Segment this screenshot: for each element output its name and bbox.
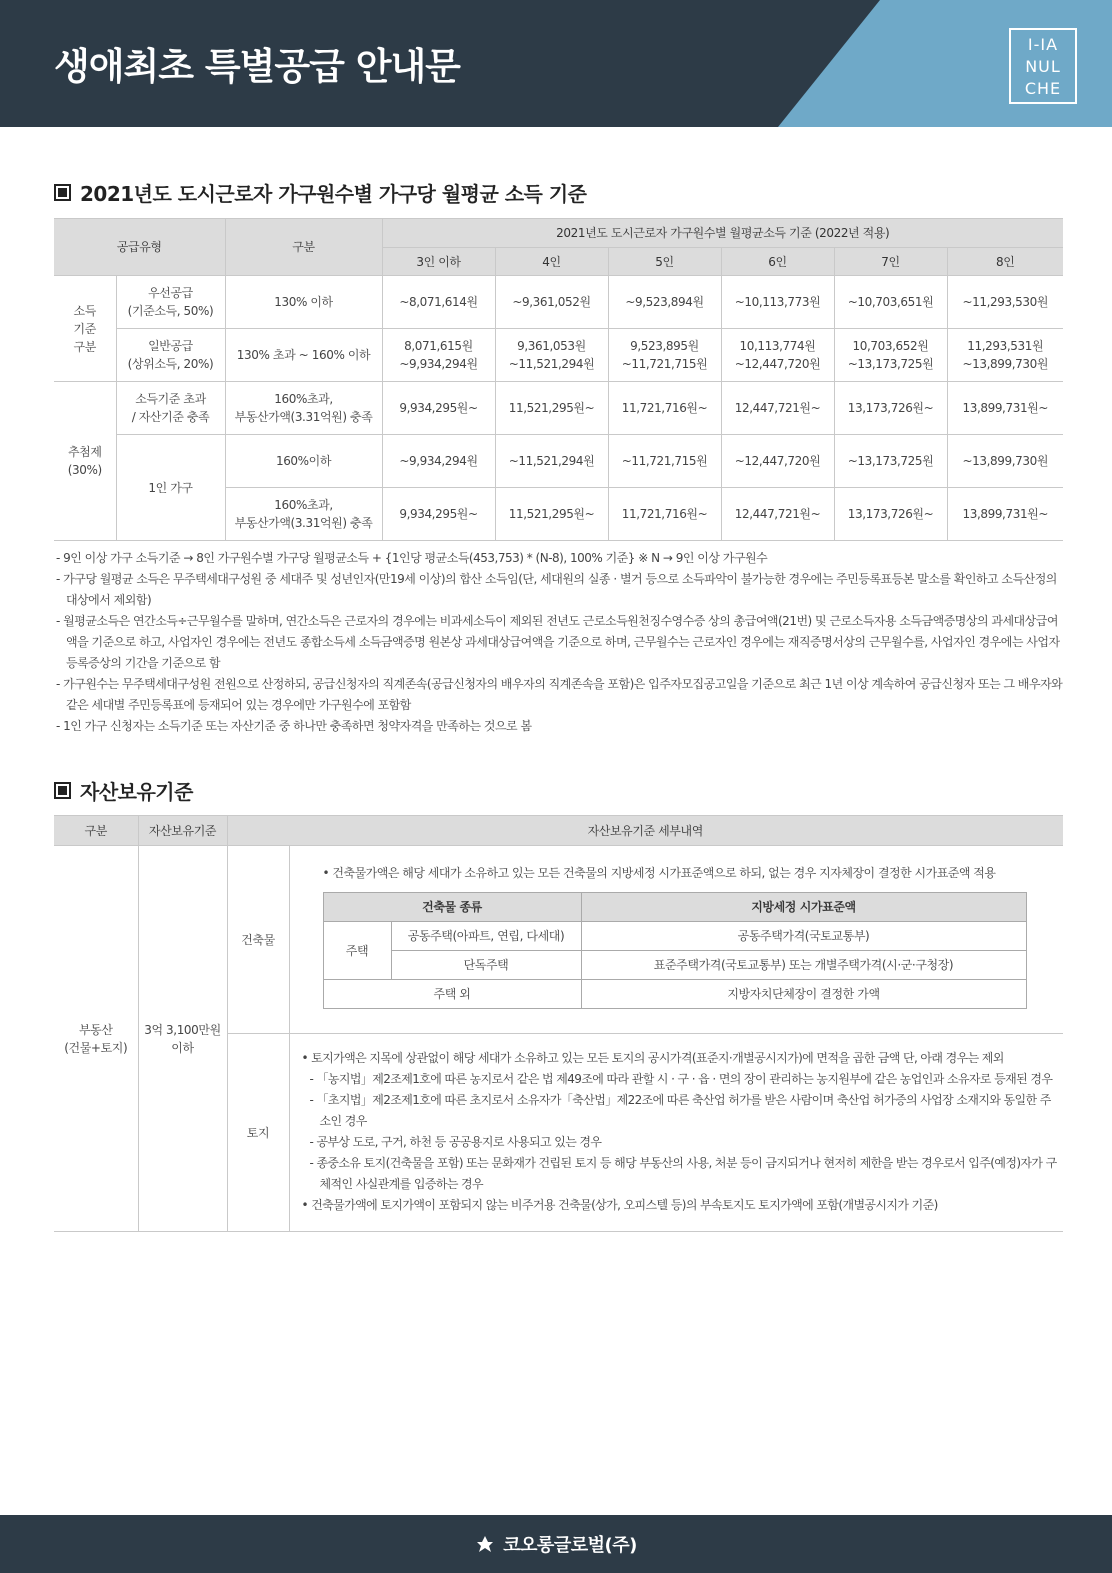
value-cell: ~8,071,614원 — [382, 276, 495, 329]
header-income-group: 2021년도 도시근로자 가구원수별 월평균소득 기준 (2022년 적용) — [382, 219, 1063, 248]
land-label: 토지 — [227, 1034, 289, 1232]
header-size: 3인 이하 — [382, 248, 495, 276]
header-size: 5인 — [608, 248, 721, 276]
supply-type-cell: 일반공급 (상위소득, 20%) — [116, 329, 225, 382]
value-cell: 8,071,615원 ~9,934,294원 — [382, 329, 495, 382]
building-price-cell: 공동주택가격(국토교통부) — [581, 922, 1026, 951]
value-cell: 9,523,895원 ~11,721,715원 — [608, 329, 721, 382]
value-cell: 13,173,726원~ — [834, 382, 947, 435]
value-cell: ~9,523,894원 — [608, 276, 721, 329]
asset-table — [54, 815, 1063, 1232]
building-price-cell: 표준주택가격(국토교통부) 또는 개별주택가격(시·군·구청장) — [581, 951, 1026, 980]
division-cell: 160%초과, 부동산가액(3.31억원) 충족 — [225, 382, 382, 435]
header-division: 구분 — [225, 219, 382, 276]
inner-header-type: 건축물 종류 — [323, 893, 581, 922]
table-row — [54, 276, 1063, 329]
note-item: - 9인 이상 가구 소득기준 → 8인 가구원수별 가구당 월평균소득 + {1인당 평균소득(453,753) * (N-8), 100% 기준} ※ N → 9인 이상 가구원수 — [56, 551, 768, 565]
value-cell: ~10,703,651원 — [834, 276, 947, 329]
header-size: 4인 — [495, 248, 608, 276]
header-criterion: 자산보유기준 — [138, 816, 227, 846]
company-name: 코오롱글로벌(주) — [503, 1535, 637, 1556]
note-item: - 가구당 월평균 소득은 무주택세대구성원 중 세대주 및 성년인자(만19세 이상)의 합산 소득임(단, 세대원의 실종 · 별거 등으로 소득파악이 불가능한 경우에는 주민등록표등본 말소를 확인하고 소득산정의 대상에서 제외함) — [56, 572, 1057, 607]
value-cell: 11,521,295원~ — [495, 488, 608, 541]
income-section-title: 2021년도 도시근로자 가구원수별 가구당 월평균 소득 기준 — [54, 178, 586, 207]
land-line: - 「농지법」제2조제1호에 따른 농지로서 같은 법 제49조에 따라 관할 시 · 구 · 읍 · 면의 장이 관리하는 농지원부에 같은 농업인과 소유자로 등재된 경우 — [309, 1072, 1053, 1086]
header-supply-type: 공급유형 — [54, 219, 225, 276]
building-type-cell: 공동주택(아파트, 연립, 다세대) — [391, 922, 581, 951]
value-cell: ~11,721,715원 — [608, 435, 721, 488]
value-cell: 11,721,716원~ — [608, 488, 721, 541]
division-cell: 130% 이하 — [225, 276, 382, 329]
page-title: 생애최초 특별공급 안내문 — [54, 45, 460, 88]
land-line: - 「초지법」제2조제1호에 따른 초지로서 소유자가「축산법」제22조에 따른 축산업 허가를 받은 사람이며 축산업 허가증의 사업장 소재지와 동일한 주소인 경우 — [309, 1093, 1051, 1128]
table-row — [54, 329, 1063, 382]
company-logo-icon — [475, 1534, 495, 1554]
value-cell: 13,899,731원~ — [947, 488, 1063, 541]
asset-division-cell: 부동산 (건물+토지) — [54, 846, 138, 1232]
header-size: 8인 — [947, 248, 1063, 276]
table-row — [54, 435, 1063, 488]
group-income-standard: 소득 기준 구분 — [54, 276, 116, 382]
table-row — [54, 382, 1063, 435]
land-detail — [289, 1034, 1063, 1232]
value-cell: ~11,293,530원 — [947, 276, 1063, 329]
asset-criterion-cell: 3억 3,100만원 이하 — [138, 846, 227, 1232]
value-cell: 11,293,531원 ~13,899,730원 — [947, 329, 1063, 382]
value-cell: 10,113,774원 ~12,447,720원 — [721, 329, 834, 382]
square-bullet-icon — [54, 782, 71, 799]
value-cell: 10,703,652원 ~13,173,725원 — [834, 329, 947, 382]
building-type-cell: 주택 외 — [323, 980, 581, 1009]
value-cell: 11,521,295원~ — [495, 382, 608, 435]
value-cell: 13,899,731원~ — [947, 382, 1063, 435]
division-cell: 160%초과, 부동산가액(3.31억원) 충족 — [225, 488, 382, 541]
building-type-cell: 단독주택 — [391, 951, 581, 980]
value-cell: ~13,173,725원 — [834, 435, 947, 488]
note-item: - 1인 가구 신청자는 소득기준 또는 자산기준 중 하나만 충족하면 청약자격을 만족하는 것으로 봄 — [56, 719, 532, 733]
value-cell: ~9,361,052원 — [495, 276, 608, 329]
value-cell: ~9,934,294원 — [382, 435, 495, 488]
building-detail — [289, 846, 1063, 1034]
page-footer — [0, 1515, 1112, 1573]
building-price-table — [323, 892, 1027, 1009]
house-cell: 주택 — [323, 922, 391, 980]
value-cell: 13,173,726원~ — [834, 488, 947, 541]
group-single-household: 1인 가구 — [116, 435, 225, 541]
header-size: 6인 — [721, 248, 834, 276]
value-cell: 12,447,721원~ — [721, 382, 834, 435]
value-cell: 9,934,295원~ — [382, 382, 495, 435]
asset-section-title: 자산보유기준 — [54, 776, 193, 805]
land-line: • 토지가액은 지목에 상관없이 해당 세대가 소유하고 있는 모든 토지의 공시가격(표준지·개별공시지가)에 면적을 곱한 금액 단, 아래 경우는 제외 — [301, 1051, 1004, 1065]
land-line: - 공부상 도로, 구거, 하천 등 공공용지로 사용되고 있는 경우 — [309, 1135, 602, 1149]
header-size: 7인 — [834, 248, 947, 276]
header-division: 구분 — [54, 816, 138, 846]
building-label: 건축물 — [227, 846, 289, 1034]
square-bullet-icon — [54, 184, 71, 201]
value-cell: 11,721,716원~ — [608, 382, 721, 435]
building-bullet: • 건축물가액은 해당 세대가 소유하고 있는 모든 건축물의 지방세정 시가표준액으로 하되, 없는 경우 지자체장이 결정한 시가표준액 적용 — [322, 866, 996, 880]
page-header — [0, 0, 1112, 127]
building-price-cell: 지방자치단체장이 결정한 가액 — [581, 980, 1026, 1009]
land-line: • 건축물가액에 토지가액이 포함되지 않는 비주거용 건축물(상가, 오피스텔 등)의 부속토지도 토지가액에 포함(개별공시지가 기준) — [301, 1198, 938, 1212]
division-cell: 130% 초과 ~ 160% 이하 — [225, 329, 382, 382]
note-item: - 월평균소득은 연간소득÷근무월수를 말하며, 연간소득은 근로자의 경우에는 비과세소득이 제외된 전년도 근로소득원천징수영수증 상의 총급여액(21번) 및 근로소득자용 소득금액증명상의 과세대상급여액을 기준으로 하고, 사업자인 경우에는 전년도 종합소득세 소득금액증명 원본상 과세대상급여액을 기준으로 하며, 근무월수는 근로자인 경우에는 재직증명서상의 근무월수를, 사업자인 경우에는 사업자등록증상의 기간을 기준으로 함 — [56, 614, 1060, 670]
supply-type-cell: 소득기준 초과 / 자산기준 충족 — [116, 382, 225, 435]
group-lottery: 추첨제 (30%) — [54, 382, 116, 541]
note-item: - 가구원수는 무주택세대구성원 전원으로 산정하되, 공급신청자의 직계존속(공급신청자의 배우자의 직계존속을 포함)은 입주자모집공고일을 기준으로 최근 1년 이상 계속하여 공급신청자 또는 그 배우자와 같은 세대별 주민등록표에 등재되어 있는 경우에만 가구원수에 포함함 — [56, 677, 1063, 712]
value-cell: 9,361,053원 ~11,521,294원 — [495, 329, 608, 382]
land-line: - 종중소유 토지(건축물을 포함) 또는 문화재가 건립된 토지 등 해당 부동산의 사용, 처분 등이 금지되거나 현저히 제한을 받는 경우로서 입주(예정)자가 구체적인 사실관계를 입증하는 경우 — [309, 1156, 1057, 1191]
value-cell: ~10,113,773원 — [721, 276, 834, 329]
supply-type-cell: 우선공급 (기준소득, 50%) — [116, 276, 225, 329]
value-cell: ~13,899,730원 — [947, 435, 1063, 488]
value-cell: 9,934,295원~ — [382, 488, 495, 541]
value-cell: ~11,521,294원 — [495, 435, 608, 488]
value-cell: 12,447,721원~ — [721, 488, 834, 541]
header-detail: 자산보유기준 세부내역 — [227, 816, 1063, 846]
income-notes — [56, 548, 1064, 737]
value-cell: ~12,447,720원 — [721, 435, 834, 488]
income-table — [54, 218, 1063, 541]
inner-header-price: 지방세정 시가표준액 — [581, 893, 1026, 922]
division-cell: 160%이하 — [225, 435, 382, 488]
brand-logo: I-IA NUL CHE — [1009, 28, 1077, 104]
